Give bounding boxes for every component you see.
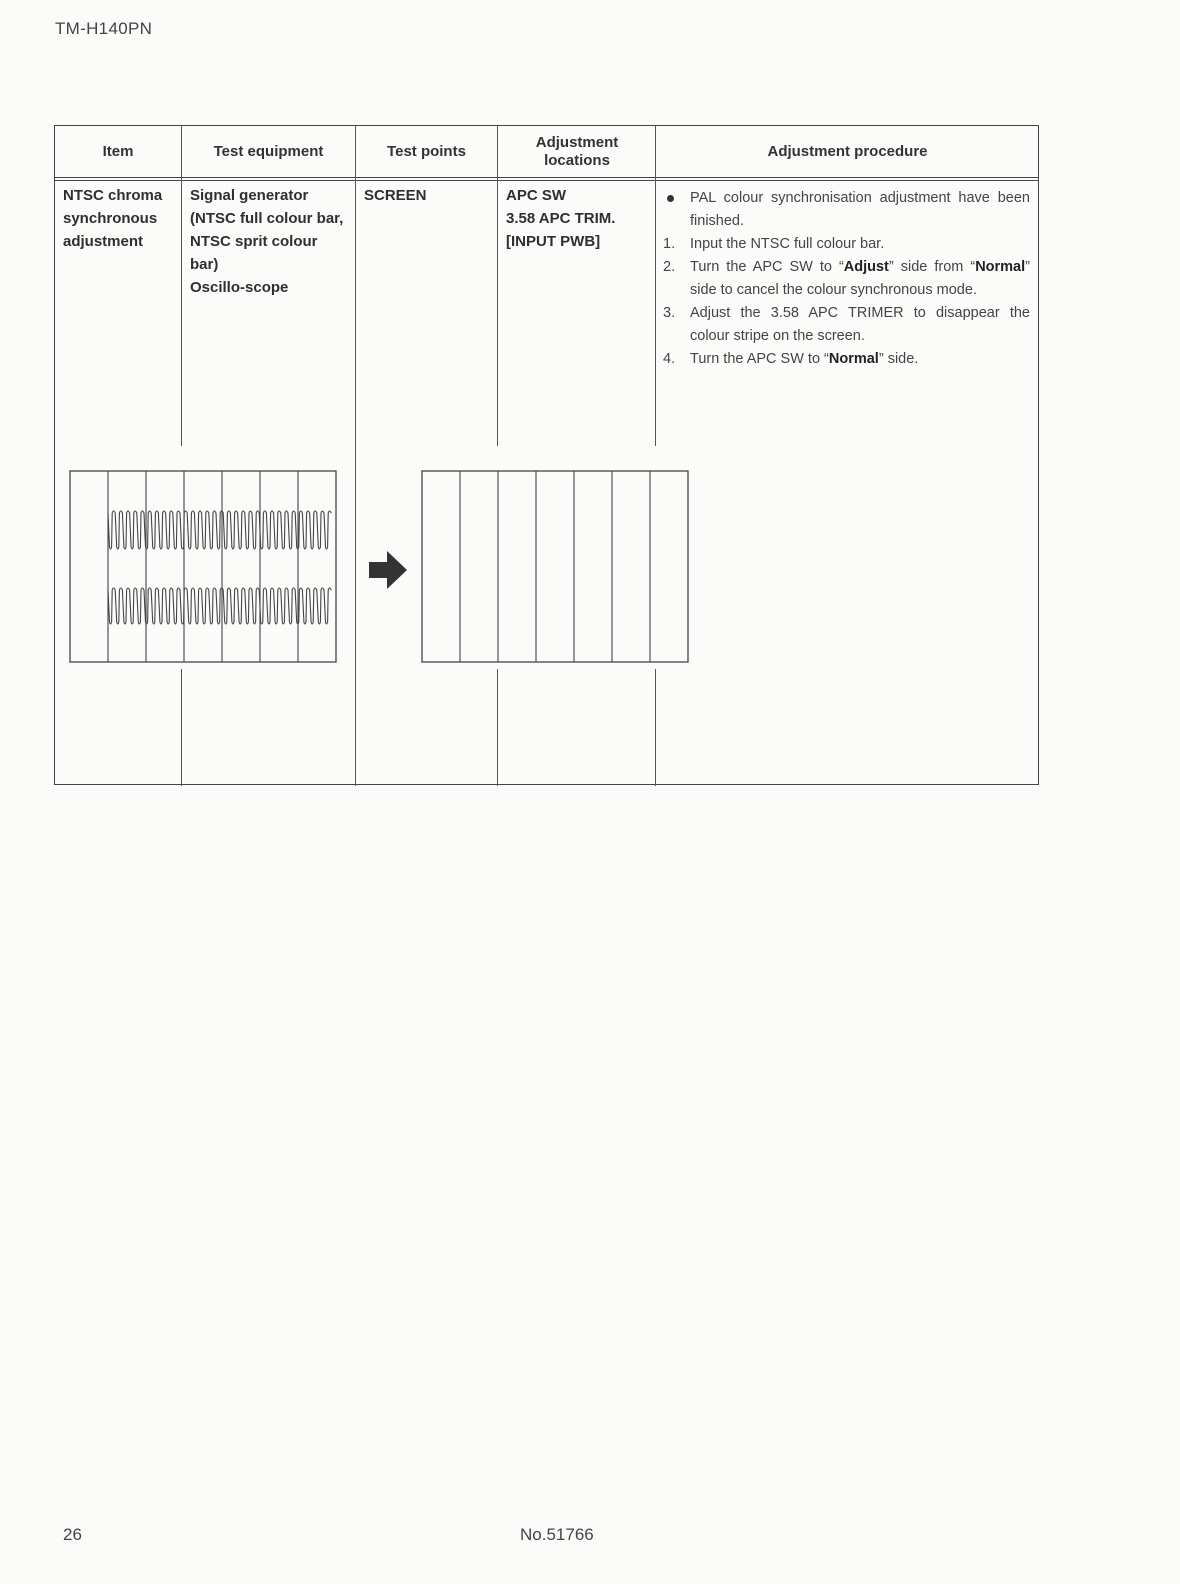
location-line: [INPUT PWB] — [506, 233, 601, 250]
test-point-line: SCREEN — [364, 187, 427, 204]
item-cell — [63, 184, 162, 253]
header-adjustment-procedure: Adjustment procedure — [767, 143, 928, 160]
header-adjustment-locations: Adjustment locations — [535, 134, 619, 169]
equipment-line: Signal generator — [190, 187, 309, 204]
equipment-line: NTSC sprit colour — [190, 233, 318, 250]
procedure-list — [660, 187, 1030, 371]
header-test-points: Test points — [387, 143, 466, 160]
test-equipment-cell — [190, 184, 343, 299]
item-line: synchronous — [63, 210, 158, 227]
procedure-text: Input the NTSC full colour bar. — [690, 236, 885, 252]
page-number: 26 — [63, 1525, 82, 1544]
step-number: 3. — [663, 305, 676, 321]
location-line: 3.58 APC TRIM. — [506, 210, 616, 227]
procedure-text: Turn the APC SW to “Adjust” side from “Normal” side to cancel the colour synchronous mode. — [690, 259, 1030, 298]
equipment-line: Oscillo-scope — [190, 279, 289, 296]
procedure-step — [660, 348, 1030, 371]
step-number: 1. — [663, 236, 676, 252]
document-number: No.51766 — [520, 1525, 594, 1544]
procedure-text: PAL colour synchronisation adjustment have been finished. — [690, 190, 1030, 229]
bullet-marker — [667, 195, 674, 202]
right-arrow-icon — [369, 549, 409, 591]
procedure-text: Turn the APC SW to “Normal” side. — [690, 351, 919, 367]
procedure-step — [660, 233, 1030, 256]
clean-colour-bar-diagram — [421, 470, 689, 664]
test-points-cell — [364, 184, 427, 207]
procedure-step — [660, 187, 1030, 233]
equipment-line: bar) — [190, 256, 219, 273]
equipment-line: (NTSC full colour bar, — [190, 210, 344, 227]
procedure-step — [660, 302, 1030, 348]
model-number: TM-H140PN — [55, 19, 153, 38]
item-line: adjustment — [63, 233, 144, 250]
adjustment-table — [54, 125, 1039, 785]
header-test-equipment: Test equipment — [213, 143, 324, 160]
procedure-step — [660, 256, 1030, 302]
procedure-text: Adjust the 3.58 APC TRIMER to disappear the colour stripe on the screen. — [690, 305, 1030, 344]
step-number: 4. — [663, 351, 676, 367]
header-item: Item — [102, 143, 134, 160]
step-number: 2. — [663, 259, 676, 275]
item-line: NTSC chroma — [63, 187, 163, 204]
location-line: APC SW — [506, 187, 566, 204]
adjustment-locations-cell — [506, 184, 615, 253]
striped-colour-bar-diagram — [69, 470, 337, 664]
